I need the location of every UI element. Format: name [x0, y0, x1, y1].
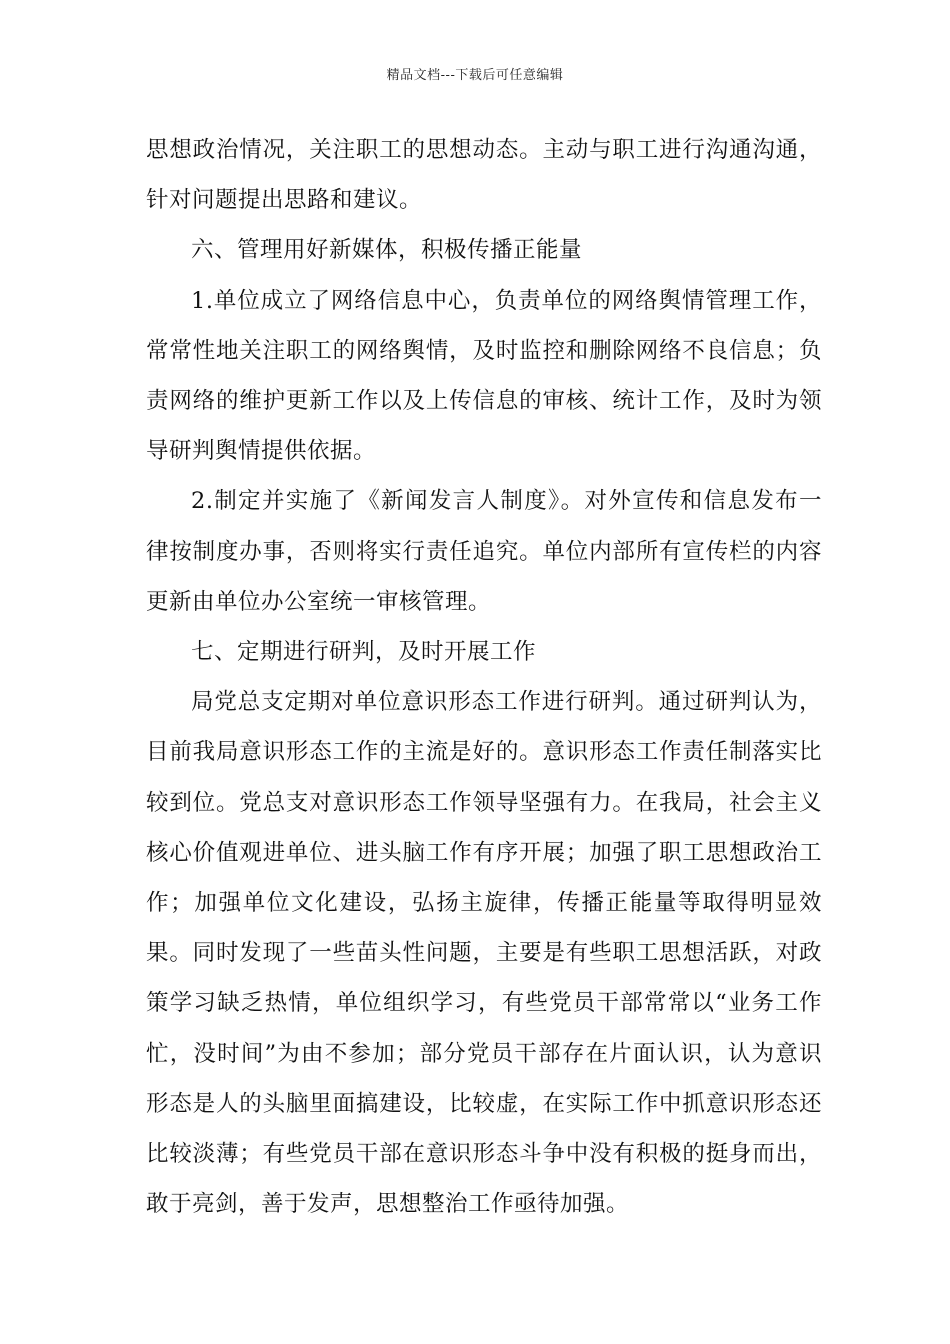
paragraph-item-1: 1.单位成立了网络信息中心，负责单位的网络舆情管理工作，常常性地关注职工的网络舆情，及时监控和删除网络不良信息；负责网络的维护更新工作以及上传信息的审核、统计工作，及时为领导研判舆情提供依据。: [146, 287, 822, 465]
page-header: 精品文档---下载后可任意编辑: [386, 68, 564, 83]
section-heading-six: 六、管理用好新媒体，积极传播正能量: [191, 237, 583, 264]
paragraph-analysis: 局党总支定期对单位意识形态工作进行研判。通过研判认为，目前我局意识形态工作的主流是好的。意识形态工作责任制落实比较到位。党总支对意识形态工作领导坚强有力。在我局，社会主义核心价值观进单位、进头脑工作有序开展；加强了职工思想政治工作；加强单位文化建设，弘扬主旋律，传播正能量等取得明显效果。同时发现了一些苗头性问题，主要是有些职工思想活跃，对政策学习缺乏热情，单位组织学习，有些党员干部常常以“业务工作忙，没时间”为由不参加；部分党员干部存在片面认识，认为意识形态是人的头脑里面搞建设，比较虚，在实际工作中抓意识形态还比较淡薄；有些党员干部在意识形态斗争中没有积极的挺身而出，敢于亮剑，善于发声，思想整治工作亟待加强。: [146, 689, 822, 1218]
section-heading-seven: 七、定期进行研判，及时开展工作: [191, 639, 537, 666]
paragraph-item-2: 2.制定并实施了《新闻发言人制度》。对外宣传和信息发布一律按制度办事，否则将实行责任追究。单位内部所有宣传栏的内容更新由单位办公室统一审核管理。: [146, 488, 822, 615]
paragraph-continued: 思想政治情况，关注职工的思想动态。主动与职工进行沟通沟通，针对问题提出思路和建议。: [146, 137, 822, 214]
document-body: [146, 125, 822, 1229]
